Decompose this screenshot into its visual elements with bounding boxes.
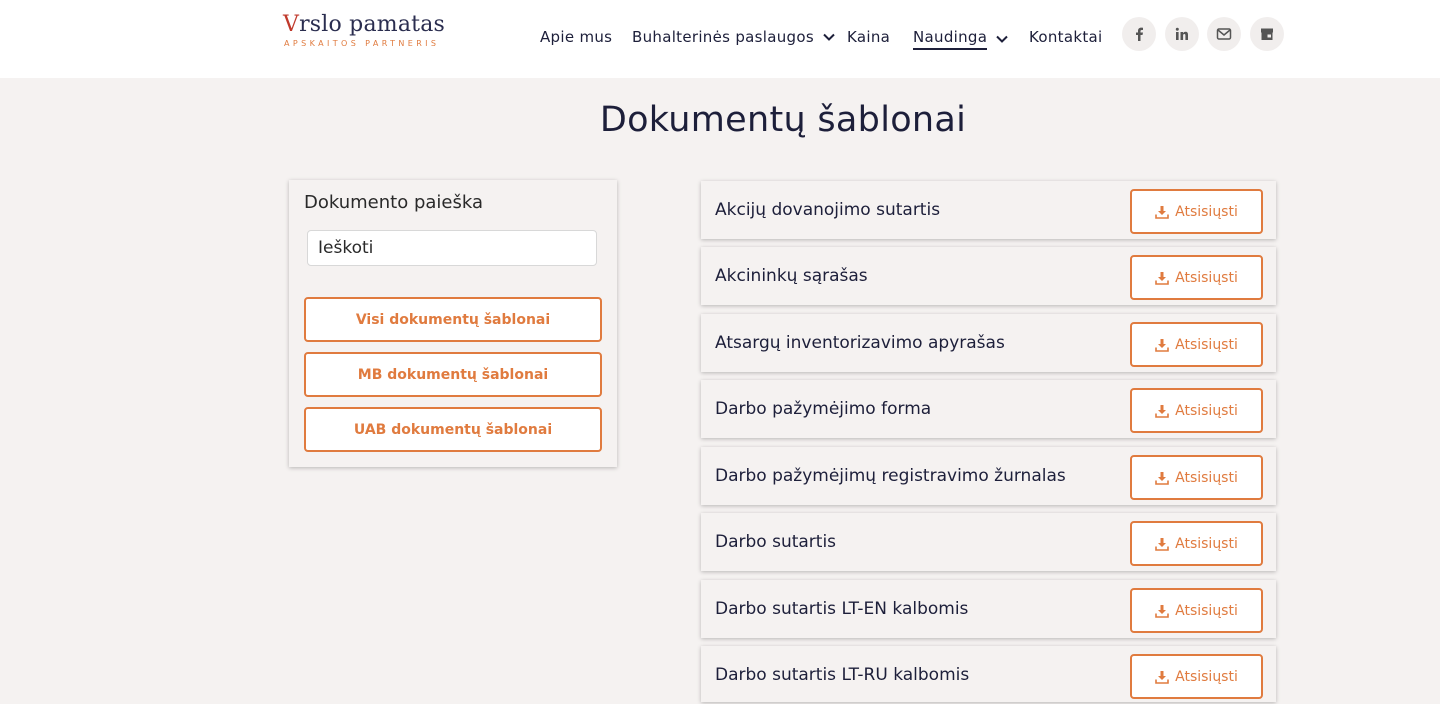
site-logo[interactable]	[283, 12, 443, 52]
nav-buhalterines-paslaugos[interactable]: Buhalterinės paslaugos	[632, 28, 836, 46]
document-row	[701, 646, 1276, 702]
download-icon	[1155, 205, 1169, 219]
document-row	[701, 447, 1276, 505]
google-business-icon	[1259, 26, 1275, 42]
download-label: Atsisiųsti	[1175, 668, 1238, 685]
download-button[interactable]	[1130, 189, 1263, 234]
document-row	[701, 580, 1276, 638]
download-button[interactable]	[1130, 255, 1263, 300]
filter-all-templates-button[interactable]: Visi dokumentų šablonai	[304, 297, 602, 342]
search-input[interactable]	[307, 230, 597, 266]
document-name: Darbo sutartis LT-EN kalbomis	[715, 599, 969, 619]
facebook-link[interactable]	[1122, 17, 1156, 51]
download-button[interactable]	[1130, 521, 1263, 566]
page-title: Dokumentų šablonai	[599, 100, 967, 140]
document-name: Atsargų inventorizavimo apyrašas	[715, 333, 1005, 353]
download-label: Atsisiųsti	[1175, 402, 1238, 419]
mail-icon	[1216, 26, 1232, 42]
document-name: Darbo sutartis	[715, 532, 837, 552]
document-row	[701, 513, 1276, 571]
download-icon	[1155, 471, 1169, 485]
linkedin-icon	[1174, 26, 1190, 42]
document-name: Darbo pažymėjimų registravimo žurnalas	[715, 466, 1066, 486]
nav-kontaktai[interactable]: Kontaktai	[1029, 28, 1103, 46]
download-icon	[1155, 604, 1169, 618]
linkedin-link[interactable]	[1165, 17, 1199, 51]
download-label: Atsisiųsti	[1175, 269, 1238, 286]
download-button[interactable]	[1130, 455, 1263, 500]
search-panel	[289, 180, 617, 467]
site-header	[0, 0, 1440, 78]
google-business-link[interactable]	[1250, 17, 1284, 51]
logo-wordmark: Vrslo pamatas	[283, 12, 445, 37]
download-icon	[1155, 404, 1169, 418]
download-label: Atsisiųsti	[1175, 602, 1238, 619]
facebook-icon	[1131, 26, 1147, 42]
nav-apie-mus[interactable]: Apie mus	[540, 28, 613, 46]
nav-kaina[interactable]: Kaina	[847, 28, 891, 46]
download-label: Atsisiųsti	[1175, 469, 1238, 486]
nav-naudinga[interactable]: Naudinga	[913, 28, 1009, 50]
document-row	[701, 380, 1276, 438]
document-name: Darbo sutartis LT-RU kalbomis	[715, 665, 970, 685]
chevron-down-icon	[822, 30, 836, 44]
search-label: Dokumento paieška	[304, 192, 484, 213]
filter-mb-templates-button[interactable]: MB dokumentų šablonai	[304, 352, 602, 397]
chevron-down-icon	[995, 32, 1009, 46]
download-button[interactable]	[1130, 322, 1263, 367]
document-name: Darbo pažymėjimo forma	[715, 399, 932, 419]
download-icon	[1155, 670, 1169, 684]
document-row	[701, 314, 1276, 372]
email-link[interactable]	[1207, 17, 1241, 51]
download-icon	[1155, 537, 1169, 551]
download-icon	[1155, 271, 1169, 285]
document-name: Akcijų dovanojimo sutartis	[715, 200, 941, 220]
logo-tagline: APSKAITOS PARTNERIS	[284, 39, 440, 48]
filter-uab-templates-button[interactable]: UAB dokumentų šablonai	[304, 407, 602, 452]
document-name: Akcininkų sąrašas	[715, 266, 868, 286]
download-button[interactable]	[1130, 388, 1263, 433]
download-label: Atsisiųsti	[1175, 535, 1238, 552]
document-row	[701, 181, 1276, 239]
download-icon	[1155, 338, 1169, 352]
download-label: Atsisiųsti	[1175, 203, 1238, 220]
document-row	[701, 247, 1276, 305]
download-button[interactable]	[1130, 588, 1263, 633]
download-button[interactable]	[1130, 654, 1263, 699]
download-label: Atsisiųsti	[1175, 336, 1238, 353]
